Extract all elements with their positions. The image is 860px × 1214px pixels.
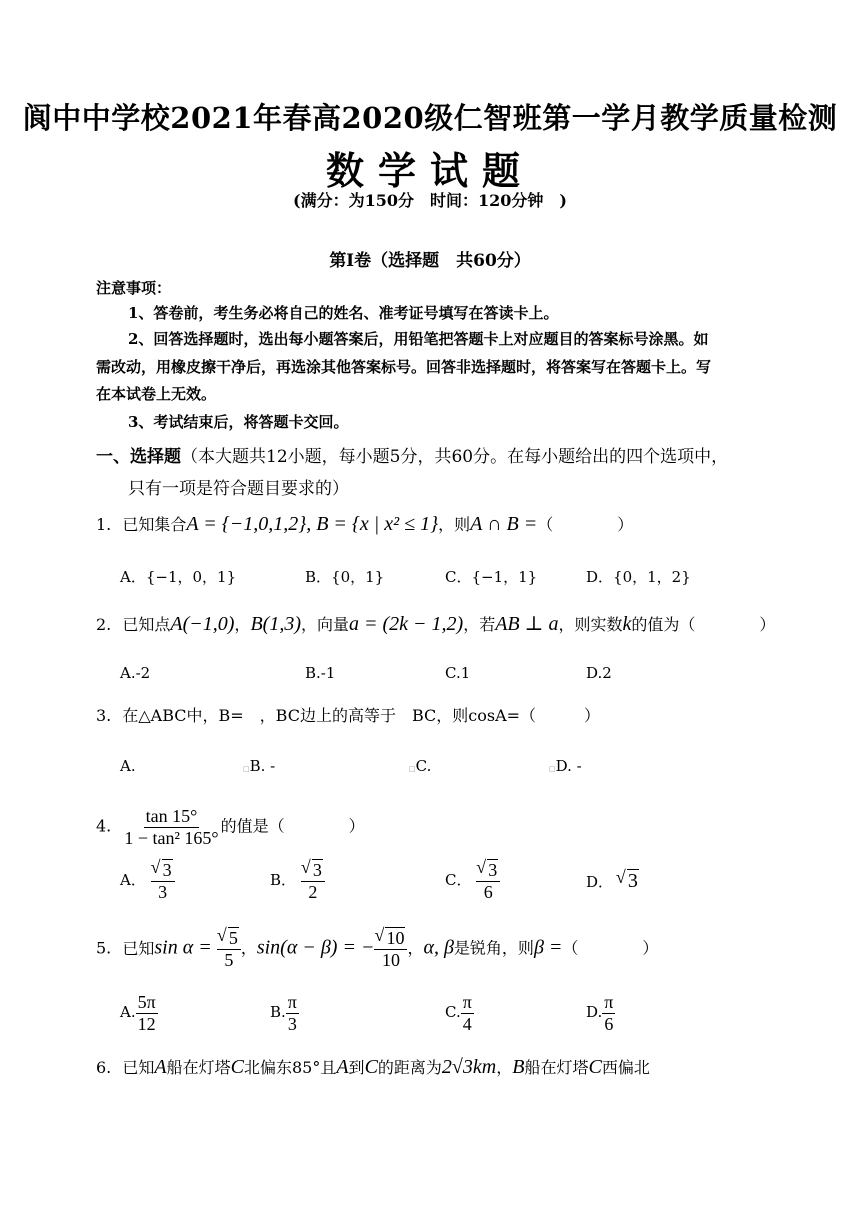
q3-text: 在△ABC中，B= ，BC边上的高等于 BC，则cosA=（ ） [122, 706, 601, 725]
option-denominator: 12 [137, 1013, 156, 1034]
q5-text-1: 已知 [122, 938, 155, 958]
q3-option-d-text: D. - [555, 757, 582, 775]
q5-expr-2: sin(α − β) = − [256, 936, 375, 959]
option-label: C． [445, 871, 472, 890]
q4-option-c [445, 860, 500, 902]
q4-option-b [270, 860, 325, 902]
note-2-line-3: 在本试卷上无效。 [96, 385, 217, 403]
part1-heading: 一、选择题 [96, 447, 181, 467]
q1-option-d: D．{0，1，2} [586, 568, 691, 586]
q4-fraction [122, 806, 220, 848]
note-1: 1、答卷前，考生务必将自己的姓名、准考证号填写在答读卡上。 [128, 304, 559, 322]
q5-expr-1: sin α = [154, 936, 212, 959]
q6-a: A [154, 1056, 167, 1078]
q6-text-4: 到 [348, 1058, 365, 1077]
question-5 [96, 928, 658, 970]
note-3: 3、考试结束后，将答题卡交回。 [128, 413, 349, 431]
question-number: 3. [96, 706, 112, 725]
option-fraction [476, 860, 500, 902]
option-label: B． [270, 871, 297, 890]
q5-option-c [445, 992, 474, 1034]
q6-c-3: C [588, 1056, 602, 1078]
q1-paren: （ ） [537, 515, 634, 534]
q6-text-3: 北偏东85°且 [243, 1058, 337, 1077]
q2-option-a: A.-2 [120, 664, 151, 682]
question-number: 5. [96, 938, 112, 958]
q2-text-6: 的值为（ ） [631, 615, 776, 634]
option-denominator: 3 [287, 1013, 297, 1034]
option-numerator: 5π [137, 992, 156, 1012]
q2-condition: AB ⊥ a [495, 613, 559, 635]
option-denominator: 3 [158, 881, 168, 902]
q4-option-d [586, 870, 639, 893]
option-fraction [602, 992, 615, 1034]
q3-option-c: □C. [409, 757, 432, 775]
q4-numerator: tan 15° [145, 806, 198, 826]
q6-text-5: 的距离为 [377, 1058, 442, 1077]
q3-option-a: A. [120, 757, 136, 775]
q5-option-a [120, 992, 158, 1034]
q3-option-b-text: B. - [249, 757, 276, 775]
q1-prefix: 已知集合 [122, 515, 187, 534]
question-6 [96, 1055, 650, 1079]
q4-denominator: 1 − tan² 165° [124, 827, 219, 848]
q2-text-1: 已知点 [122, 615, 171, 634]
option-label: D. [586, 1003, 603, 1022]
q6-a-2: A [336, 1056, 349, 1078]
q2-text-5: ，则实数 [558, 615, 623, 634]
q5-expr-3: α, β [423, 936, 454, 959]
q5-fraction-1 [217, 928, 241, 970]
q5-f2-num: 10 [386, 928, 405, 948]
q6-c-2: C [364, 1056, 378, 1078]
option-numerator: π [604, 992, 614, 1012]
q5-f1-den: 5 [224, 949, 234, 970]
q2-option-c: C.1 [445, 664, 471, 682]
option-label: B. [270, 1003, 286, 1022]
notes-heading: 注意事项： [96, 279, 172, 297]
option-denominator: 6 [483, 881, 493, 902]
q1-option-b: B．{0，1} [305, 568, 385, 586]
option-numerator: π [287, 992, 297, 1012]
q4-option-a [120, 860, 175, 902]
q2-k: k [622, 613, 632, 635]
q2-point-a: A(−1,0) [170, 613, 235, 635]
option-denominator: 2 [308, 881, 318, 902]
note-2-line-2: 需改动，用橡皮擦干净后，再选涂其他答案标号。回答非选择题时，将答案写在答题卡上。写 [96, 358, 712, 376]
option-denominator: 6 [604, 1013, 614, 1034]
q3-option-b: □B. - [243, 757, 276, 775]
option-fraction [136, 992, 158, 1034]
q1-mid: ，则 [438, 515, 471, 534]
section-title: 第Ⅰ卷（选择题 共60分） [329, 251, 531, 271]
part1-desc: （本大题共12小题，每小题5分，共60分。在每小题给出的四个选项中， [181, 447, 729, 467]
option-label: D． [586, 873, 614, 891]
exam-title: 阆中中学校2021年春高2020级仁智班第一学月教学质量检测 [22, 101, 838, 135]
subject-title: 数学试题 [325, 148, 534, 193]
option-numerator: 3 [312, 860, 322, 880]
q6-text-6: ， [496, 1058, 513, 1077]
option-fraction [461, 992, 474, 1034]
q5-fraction-2 [374, 928, 407, 970]
question-number: 2. [96, 615, 112, 634]
option-numerator: 3 [162, 860, 172, 880]
option-radicand: 3 [627, 870, 638, 892]
q6-text-2: 船在灯塔 [166, 1058, 231, 1077]
option-denominator: 4 [462, 1013, 472, 1034]
option-label: A． [120, 871, 146, 890]
part1-heading-line [96, 442, 728, 467]
q5-option-d [586, 992, 615, 1034]
q6-text-1: 已知 [122, 1058, 155, 1077]
q5-text-4: 是锐角，则 [453, 938, 534, 958]
q5-f1-num: 5 [228, 928, 238, 948]
q1-expr: A ∩ B = [470, 513, 538, 535]
option-numerator: 3 [488, 860, 498, 880]
q2-option-d: D.2 [586, 664, 612, 682]
q3-option-c-text: C. [415, 757, 432, 775]
question-number: 6. [96, 1058, 112, 1077]
q4-suffix: 的值是（ ） [220, 816, 365, 836]
q5-f2-den: 10 [381, 949, 400, 970]
q1-set-a: A = {−1,0,1,2} [186, 513, 307, 535]
option-numerator: π [462, 992, 472, 1012]
q6-c: C [230, 1056, 244, 1078]
option-fraction [151, 860, 175, 902]
option-label: A. [120, 1003, 136, 1022]
q2-point-b: B(1,3) [250, 613, 301, 635]
q2-text-3: ，向量 [300, 615, 349, 634]
q5-option-b [270, 992, 299, 1034]
option-fraction [301, 860, 325, 902]
question-4 [96, 806, 365, 848]
question-1 [96, 512, 633, 536]
q2-vector-a: a = (2k − 1,2) [349, 613, 464, 635]
q6-b: B [512, 1056, 525, 1078]
q1-option-c: C．{−1，1} [445, 568, 538, 586]
q5-expr-4: β = [533, 936, 563, 959]
note-2-line-1: 2、回答选择题时，选出每小题答案后，用铅笔把答题卡上对应题目的答案标号涂黑。如 [128, 330, 709, 348]
q2-text-4: ，若 [463, 615, 496, 634]
q1-option-a: A．{−1，0，1} [120, 568, 237, 586]
q3-option-d: □D. - [549, 757, 582, 775]
q2-text-2: ， [234, 615, 251, 634]
q2-option-b: B.-1 [305, 664, 336, 682]
question-number: 4. [96, 816, 112, 836]
option-fraction [286, 992, 299, 1034]
question-3 [96, 703, 600, 726]
q5-text-2: ， [240, 938, 257, 958]
part1-desc-line-2: 只有一项是符合题目要求的） [128, 479, 349, 499]
q5-text-3: ， [407, 938, 424, 958]
q6-text-7: 船在灯塔 [524, 1058, 589, 1077]
q1-set-b: , B = {x | x² ≤ 1} [306, 513, 439, 535]
q6-distance: 2√3km [441, 1056, 497, 1078]
q5-paren: （ ） [562, 938, 659, 958]
option-label: C. [445, 1003, 461, 1022]
question-2 [96, 611, 775, 636]
q6-text-8: 西偏北 [601, 1058, 650, 1077]
question-number: 1. [96, 515, 112, 534]
exam-info: (满分：为150分 时间：120分钟 ) [293, 191, 567, 210]
